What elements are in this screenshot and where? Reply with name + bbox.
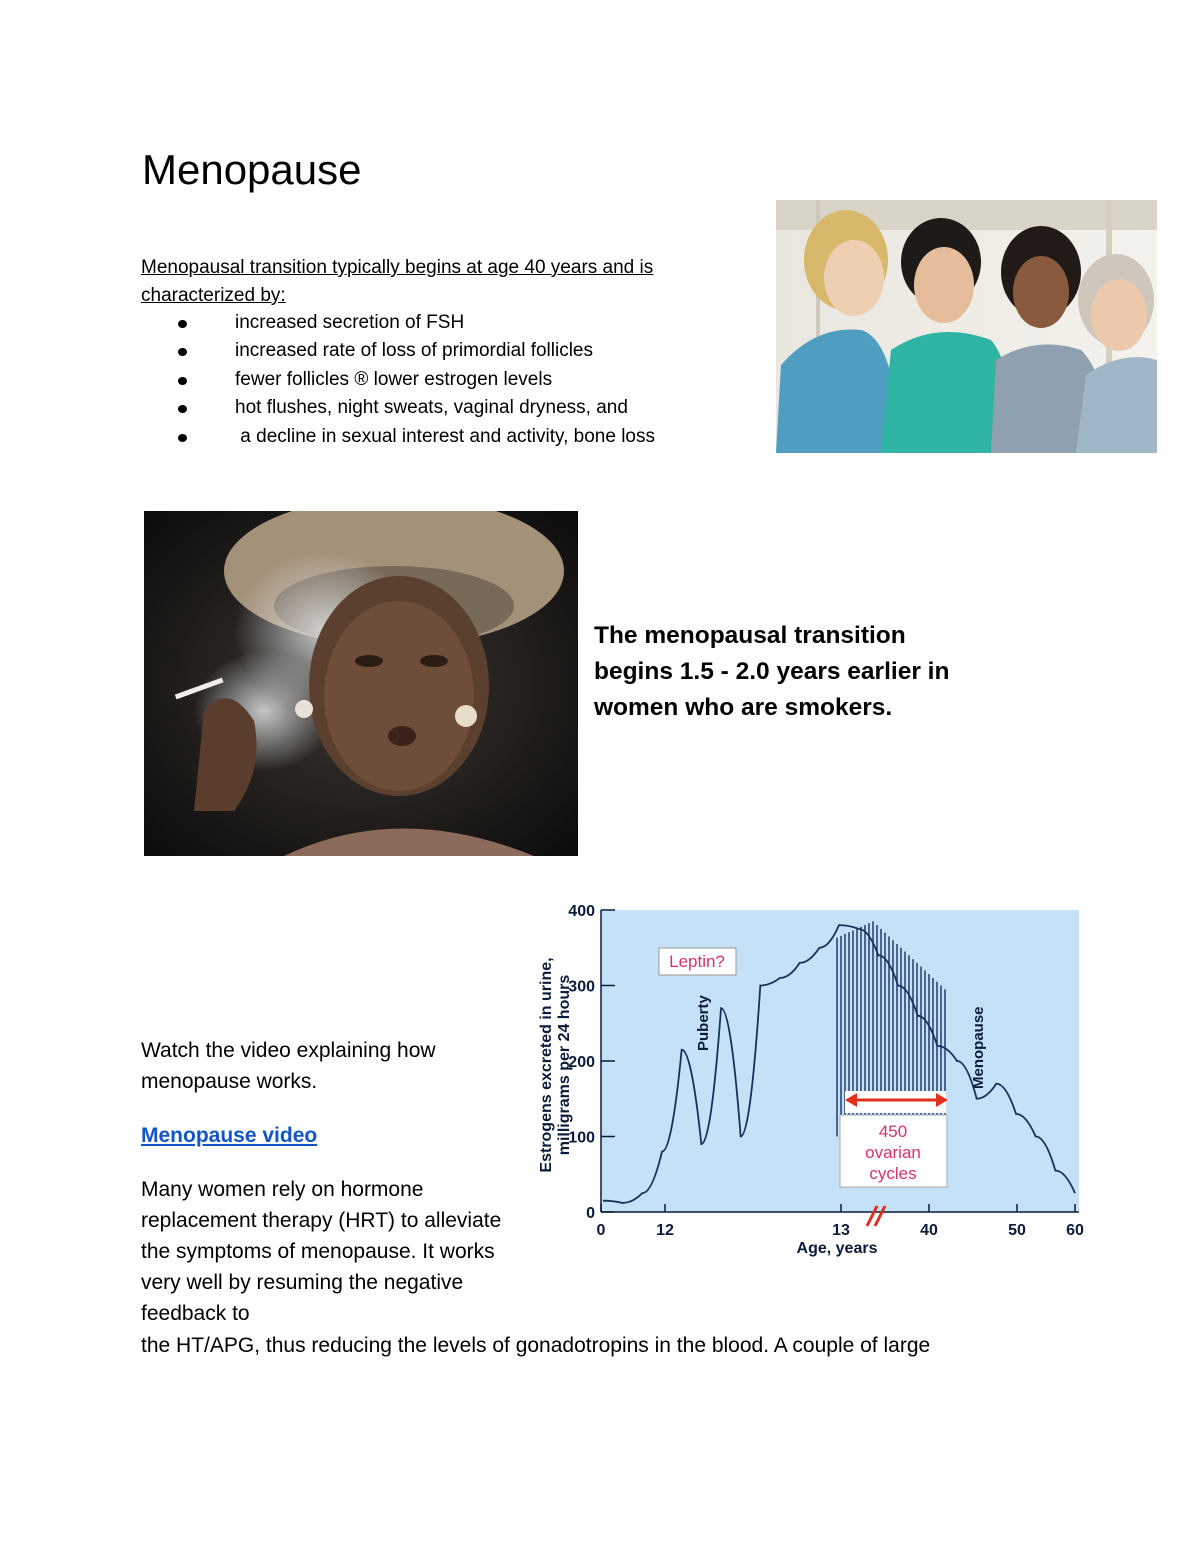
symptom-list xyxy=(141,309,761,451)
bullet-icon xyxy=(178,320,187,328)
x-tick-label: 50 xyxy=(1008,1222,1026,1239)
bullet-icon xyxy=(178,377,187,385)
list-item-text: fewer follicles ® lower estrogen levels xyxy=(235,368,553,390)
list-item-text: increased rate of loss of primordial follicles xyxy=(235,340,593,362)
y-axis-label-line2: milligrams per 24 hours xyxy=(556,974,573,1156)
elderly-smoker-photo xyxy=(144,511,578,856)
x-tick-label: 12 xyxy=(656,1222,674,1239)
list-item xyxy=(141,366,761,394)
cycles-arrow xyxy=(845,1091,948,1113)
x-tick-label: 60 xyxy=(1066,1222,1084,1239)
list-item xyxy=(141,423,761,451)
y-tick-label: 100 xyxy=(568,1129,595,1147)
y-axis-label-line1: Estrogens excreted in urine, xyxy=(538,957,555,1173)
x-axis-label: Age, years xyxy=(796,1240,878,1257)
estrogen-chart xyxy=(515,893,1090,1270)
leptin-label: Leptin? xyxy=(669,952,725,971)
list-item-text: a decline in sexual interest and activity, bone loss xyxy=(235,425,655,447)
intro-text: Menopausal transition typically begins at age 40 years and is characterized by: xyxy=(141,257,654,306)
cycles-label-line: ovarian xyxy=(865,1143,921,1162)
menopause-label: Menopause xyxy=(970,1006,987,1089)
x-tick-label: 40 xyxy=(920,1222,938,1239)
cycles-label-line: cycles xyxy=(869,1164,917,1183)
x-tick-label: 13 xyxy=(832,1222,850,1239)
smoker-fact-callout: The menopausal transition begins 1.5 - 2.0 years earlier in women who are smokers. xyxy=(594,622,950,721)
bullet-icon xyxy=(178,348,187,356)
watch-video-text: Watch the video explaining how menopause works. xyxy=(141,1039,436,1093)
estrogen-chart-svg xyxy=(515,893,1090,1265)
bullet-icon xyxy=(178,434,187,442)
y-tick-label: 0 xyxy=(586,1205,595,1222)
puberty-label: Puberty xyxy=(695,995,712,1051)
list-item xyxy=(141,337,761,365)
y-tick-label: 200 xyxy=(568,1054,595,1071)
bullet-icon xyxy=(178,405,187,413)
list-item-text: increased secretion of FSH xyxy=(235,312,465,333)
hrt-paragraph-continued: the HT/APG, thus reducing the levels of gonadotropins in the blood. A couple of large xyxy=(141,1334,931,1357)
page-title: Menopause xyxy=(142,146,362,193)
women-group-photo xyxy=(776,200,1157,453)
y-tick-label: 300 xyxy=(568,978,595,996)
menopause-video-link[interactable]: Menopause video xyxy=(141,1124,318,1147)
list-item-text: hot flushes, night sweats, vaginal dryness, and xyxy=(235,397,628,419)
cycles-label-line: 450 xyxy=(878,1122,908,1141)
x-tick-labels xyxy=(597,1222,1084,1239)
list-item xyxy=(141,309,761,337)
hrt-paragraph: Many women rely on hormone replacement therapy (HRT) to alleviate the symptoms of menopause. It works very well by resuming the negative feedback to xyxy=(141,1178,502,1325)
y-tick-label: 400 xyxy=(568,903,595,920)
x-tick-label: 0 xyxy=(596,1222,606,1239)
list-item xyxy=(141,394,761,422)
